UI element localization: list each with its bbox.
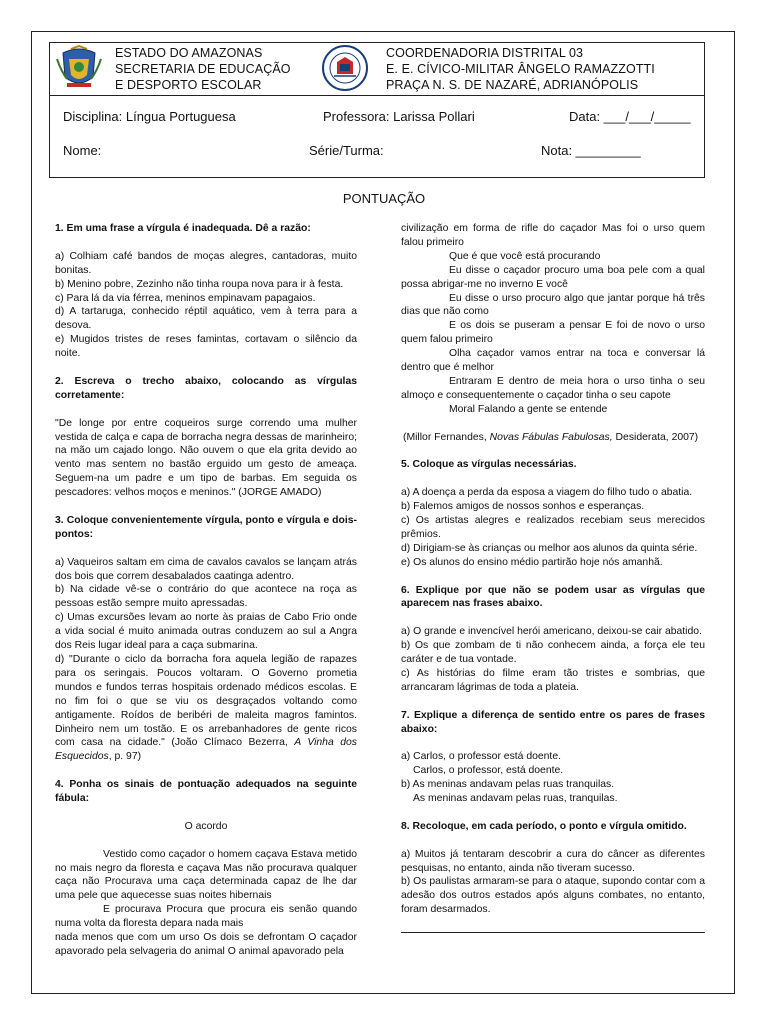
name-field[interactable]: Nome: xyxy=(63,143,102,158)
state-line-3: E DESPORTO ESCOLAR xyxy=(115,78,262,92)
fable-line-1: Que é que você está procurando xyxy=(449,250,601,262)
page-title: PONTUAÇÃO xyxy=(342,191,426,206)
q3-item-d-book: A Vinha dos Esquecidos xyxy=(55,737,357,763)
q1-item-d: d) A tartaruga, conhecido réptil aquático, vem à terra para a desova. xyxy=(55,306,357,332)
fable-line-5: Olha caçador vamos entrar na toca e conversar lá dentro que é melhor xyxy=(401,348,705,374)
fable-continuation: civilização em forma de rifle do caçador Mas foi o urso quem falou primeiro xyxy=(401,223,705,248)
citation-author: (Millor Fernandes, xyxy=(403,431,490,443)
question-3: 3. Coloque convenientemente vírgula, ponto e vírgula e dois-pontos: xyxy=(55,514,357,540)
school-line-2: E. E. CÍVICO-MILITAR ÂNGELO RAMAZZOTTI xyxy=(386,62,655,76)
fable-line-3: Eu disse o urso procuro algo que jantar porque há três dias que não como xyxy=(401,292,705,318)
q3-item-d xyxy=(55,653,357,764)
question-4: 4. Ponha os sinais de pontuação adequados na seguinte fábula: xyxy=(55,779,357,805)
teacher-label: Professora: Larissa Pollari xyxy=(323,109,475,124)
class-field[interactable]: Série/Turma: xyxy=(309,143,384,158)
fable-paragraph-2: E procurava Procura que procura eis senão quando numa volta da floresta depara nada mais xyxy=(55,904,357,930)
question-8: 8. Recoloque, em cada período, o ponto e vírgula omitido. xyxy=(401,820,687,832)
state-line-2: SECRETARIA DE EDUCAÇÃO xyxy=(115,62,291,76)
discipline-label: Disciplina: Língua Portuguesa xyxy=(63,109,236,124)
q2-text: "De longe por entre coqueiros surge correndo uma mulher vestida de calça e capa de borracha negra dessas de marinheiro; na mão um cajado longo. Não ouvem o que ela grita devido ao vento mas sentem no bastão erguido um gesto de ameaça. Seguem-na um padre e um tipo de barbas. Em seguida os pescadores: velhos moços e meninos." (JORGE AMADO) xyxy=(55,417,357,499)
fable-line-6: Entraram E dentro de meia hora o urso tinha o seu almoço e consequentemente o caçador tinha o seu capote xyxy=(401,375,705,401)
question-6: 6. Explique por que não se podem usar as vírgulas que aparecem nas frases abaixo. xyxy=(401,584,705,610)
answer-line xyxy=(401,932,705,933)
q3-item-c: c) Umas excursões levam ao norte às praias de Cabo Frio onde a vida social é muito animada outras conduzem ao sul a Angra dos Reis lugar ideal para a caça submarina. xyxy=(55,612,357,652)
school-seal-icon xyxy=(320,44,370,92)
fable-line-4: E os dois se puseram a pensar E foi de novo o urso quem falou primeiro xyxy=(401,320,705,346)
q7-item-b2: As meninas andavam pelas ruas, tranquilas. xyxy=(413,793,618,805)
fable-moral: Moral Falando a gente se entende xyxy=(449,403,608,415)
q8-item-a: a) Muitos já tentaram descobrir a cura do câncer as diferentes pesquisas, no entanto, ainda não tiveram sucesso. xyxy=(401,848,705,874)
q7-item-a1: a) Carlos, o professor está doente. xyxy=(401,751,561,763)
q3-item-d-text: d) "Durante o ciclo da borracha fora aquela legião de rapazes para os seringais. Poucos voltaram. O Governo prometia mundos e fundos terras hospitais ordenado médicos escolas. E no fim foi o que se viu os desgraçados voltando como antigamente. Roídos de beribéri de maleita magros famintos. Dinheiro nem um tostão. E os arrebanhadores de gente ricos com casa na cidade." (João Clímaco Bezerra, xyxy=(55,654,357,749)
citation-book: Novas Fábulas Fabulosas, xyxy=(489,431,613,443)
institution-header xyxy=(50,43,704,96)
state-info xyxy=(115,45,291,93)
fable-paragraph-1: Vestido como caçador o homem caçava Estava metido no mais negro da floresta e caçava Mas não procurava qualquer caça não Procurava uma caça determinada capaz de lhe dar uma pele que aquecesse suas noites hibernais xyxy=(55,848,357,902)
q1-item-a: a) Colhiam café bandos de moças alegres, cantadoras, muito bonitas. xyxy=(55,250,357,276)
fable-citation xyxy=(401,431,705,445)
q3-item-d-end: , p. 97) xyxy=(108,751,142,763)
date-field[interactable]: Data: ___/___/_____ xyxy=(569,109,691,124)
q1-item-e: e) Mugidos tristes de reses famintas, cortavam o silêncio da noite. xyxy=(55,334,357,360)
state-coat-of-arms-icon xyxy=(55,45,103,91)
q6-item-c: c) As histórias do filme eram tão tristes e sombrias, que arrancaram lágrimas de toda a plateia. xyxy=(401,667,705,693)
q1-item-c: c) Para lá da via férrea, meninos empinavam papagaios. xyxy=(55,292,316,304)
school-line-3: PRAÇA N. S. DE NAZARÉ, ADRIANÓPOLIS xyxy=(386,78,639,92)
q8-item-b: b) Os paulistas armaram-se para o ataque, supondo contar com a adesão dos outros estados após alguns combates, no entanto, foram desarmados. xyxy=(401,876,705,916)
question-7: 7. Explique a diferença de sentido entre os pares de frases abaixo: xyxy=(401,709,705,735)
q3-item-a: a) Vaqueiros saltam em cima de cavalos cavalos se lançam atrás dos bois que correm desabalados caatinga adentro. xyxy=(55,556,357,582)
q3-item-b: b) Na cidade vê-se o contrário do que acontece na roça as pessoas estão sempre muito apressadas. xyxy=(55,584,357,610)
school-line-1: COORDENADORIA DISTRITAL 03 xyxy=(386,46,584,60)
fable-line-2: Eu disse o caçador procuro uma boa pele com a qual possa abrigar-me no inverno E você xyxy=(401,264,705,290)
question-1: 1. Em uma frase a vírgula é inadequada. Dê a razão: xyxy=(55,223,311,234)
q1-item-b: b) Menino pobre, Zezinho não tinha roupa nova para ir à festa. xyxy=(55,278,344,290)
fable-title: O acordo xyxy=(184,820,228,832)
q5-item-d: d) Dirigiam-se às crianças ou melhor aos alunos da quinta série. xyxy=(401,542,698,554)
q7-item-b1: b) As meninas andavam pelas ruas tranquilas. xyxy=(401,779,615,791)
q5-item-a: a) A doença a perda da esposa a viagem do filho tudo o abatia. xyxy=(401,487,693,499)
q6-item-a: a) O grande e invencível herói americano, deixou-se cair abatido. xyxy=(401,626,702,638)
citation-publisher: Desiderata, 2007) xyxy=(612,431,699,443)
worksheet-header xyxy=(49,42,705,178)
school-info xyxy=(386,45,655,93)
q7-item-a2: Carlos, o professor, está doente. xyxy=(413,765,564,777)
q5-item-c: c) Os artistas alegres e realizados recebiam seus merecidos prêmios. xyxy=(401,514,705,540)
state-line-1: ESTADO DO AMAZONAS xyxy=(115,46,263,60)
left-column xyxy=(55,222,357,959)
q5-item-e: e) Os alunos do ensino médio partirão hoje nós amanhã. xyxy=(401,556,663,568)
right-column xyxy=(401,222,705,917)
question-2: 2. Escreva o trecho abaixo, colocando as vírgulas corretamente: xyxy=(55,375,357,401)
question-5: 5. Coloque as vírgulas necessárias. xyxy=(401,459,577,471)
q6-item-b: b) Os que zombam de ti não conhecem ainda, a força ele teu caráter e de tua vontade. xyxy=(401,640,705,666)
q5-item-b: b) Falemos amigos de nossos sonhos e esperanças. xyxy=(401,501,645,513)
fable-paragraph-3: nada menos que com um urso Os dois se defrontam O caçador apavorado pela selvageria do animal O animal apavorado pela xyxy=(55,932,357,957)
grade-field[interactable]: Nota: _________ xyxy=(541,143,641,158)
